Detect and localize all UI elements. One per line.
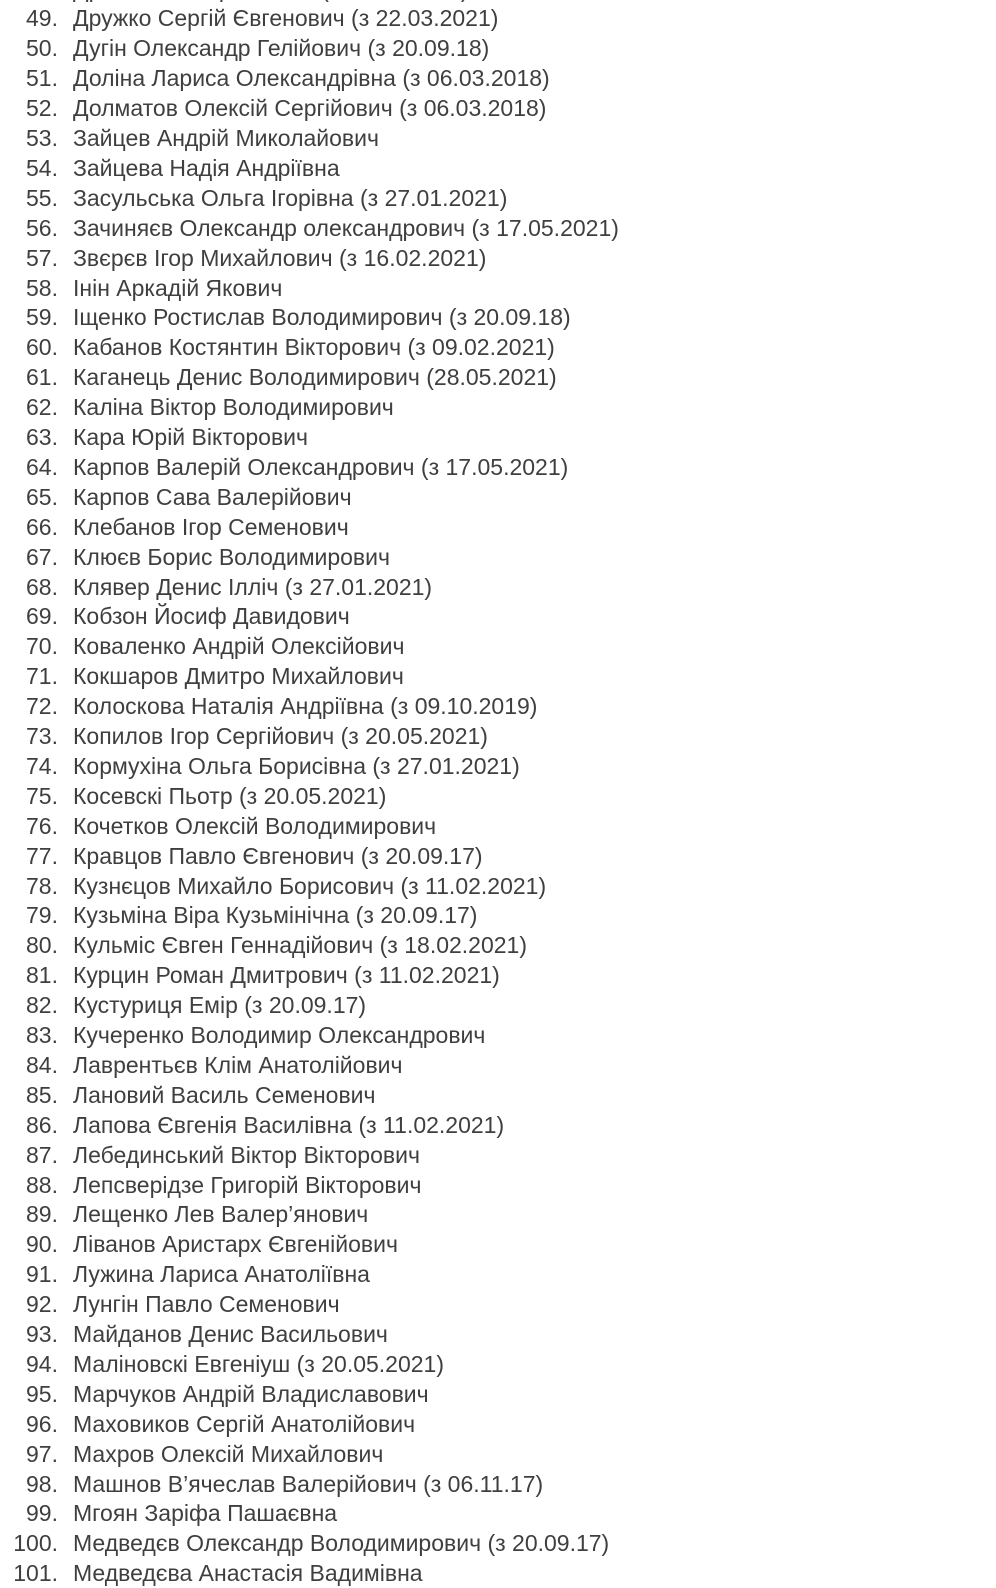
item-name: Кочетков Олексій Володимирович — [73, 812, 437, 839]
item-number: 52. — [26, 95, 58, 122]
list-item — [0, 93, 996, 123]
list-item — [0, 1229, 996, 1259]
list-item — [0, 362, 996, 392]
item-number: 76. — [26, 812, 58, 839]
item-number: 68. — [26, 573, 58, 600]
item-name: Клявер Денис Ілліч (з 27.01.2021) — [73, 573, 433, 600]
item-name: Кузьміна Віра Кузьмінічна (з 20.09.17) — [73, 902, 478, 929]
item-number: 69. — [26, 603, 58, 630]
item-name: Лепсверідзе Григорій Вікторович — [73, 1171, 422, 1198]
list-item — [0, 1379, 996, 1409]
list-item — [0, 841, 996, 871]
item-number: 50. — [26, 35, 58, 62]
item-number: 61. — [26, 364, 58, 391]
item-number: 66. — [26, 513, 58, 540]
item-number: 49. — [26, 5, 58, 32]
item-name: Зайцев Андрій Миколайович — [73, 125, 379, 151]
list-item — [0, 1289, 996, 1319]
item-name: Медведєв Олександр Володимирович (з 20.09.17) — [73, 1530, 610, 1557]
list-item — [0, 213, 996, 243]
list-item — [0, 1439, 996, 1469]
item-name: Коваленко Андрій Олексійович — [73, 633, 405, 660]
list-item — [0, 1080, 996, 1110]
item-number: 75. — [26, 782, 58, 809]
item-number: 99. — [26, 1500, 58, 1527]
item-number: 77. — [26, 842, 58, 869]
item-name: Маліновскі Евгеніуш (з 20.05.2021) — [73, 1350, 445, 1377]
list-item — [0, 542, 996, 572]
item-number: 60. — [26, 334, 58, 361]
item-name: Марчуков Андрій Владиславович — [73, 1380, 429, 1407]
list-item — [0, 1140, 996, 1170]
list-item — [0, 930, 996, 960]
item-number: 94. — [26, 1350, 58, 1377]
item-name: Каліна Віктор Володимирович — [73, 394, 394, 421]
item-number: 57. — [26, 244, 58, 271]
list-item — [0, 691, 996, 721]
item-name: Мгоян Заріфа Пашаєвна — [73, 1500, 338, 1527]
item-name: Доліна Лариса Олександрівна (з 06.03.2018) — [73, 65, 550, 92]
list-item — [0, 1319, 996, 1349]
item-number: 85. — [26, 1081, 58, 1108]
item-name: Копилов Ігор Сергійович (з 20.05.2021) — [73, 723, 488, 749]
item-name: Медведєва Анастасія Вадимівна — [73, 1560, 423, 1587]
item-number: 74. — [26, 752, 58, 779]
item-number: 90. — [26, 1231, 58, 1258]
item-number: 78. — [26, 872, 58, 899]
list-item — [0, 1199, 996, 1229]
item-number: 53. — [26, 125, 58, 151]
list-item — [0, 243, 996, 273]
item-name: Кара Юрій Вікторович — [73, 424, 309, 450]
item-number: 64. — [26, 453, 58, 480]
list-item — [0, 123, 996, 153]
list-item — [0, 1259, 996, 1289]
list-item — [0, 452, 996, 482]
item-number: 96. — [26, 1410, 58, 1437]
item-number: 91. — [26, 1261, 58, 1288]
item-name: Зайцева Надія Андріївна — [73, 154, 340, 181]
list-item — [0, 1170, 996, 1200]
list-item — [0, 273, 996, 303]
item-name: Лановий Василь Семенович — [73, 1081, 376, 1108]
item-name: Інін Аркадій Якович — [73, 274, 283, 301]
item-number: 55. — [26, 184, 58, 211]
item-name: Дугін Олександр Гелійович (з 20.09.18) — [73, 35, 490, 62]
item-name: Звєрєв Ігор Михайлович (з 16.02.2021) — [73, 244, 487, 271]
item-name: Лебединський Віктор Вікторович — [73, 1141, 420, 1168]
list-item — [0, 631, 996, 661]
item-name: Зачиняєв Олександр олександрович (з 17.05.2021) — [73, 214, 619, 241]
item-name: Машнов В’ячеслав Валерійович (з 06.11.17) — [73, 1470, 544, 1497]
item-name: Косевскі Пьотр (з 20.05.2021) — [73, 782, 387, 809]
list-item — [0, 721, 996, 751]
item-number: 73. — [26, 723, 58, 749]
item-name: Клебанов Ігор Семенович — [73, 513, 349, 540]
item-number: 87. — [26, 1141, 58, 1168]
item-name: Каганець Денис Володимирович (28.05.2021) — [73, 364, 557, 391]
list-item — [0, 811, 996, 841]
list-item — [0, 990, 996, 1020]
list-item — [0, 601, 996, 631]
item-number: 56. — [26, 214, 58, 241]
list-item — [0, 422, 996, 452]
item-number: 100. — [13, 1530, 58, 1557]
list-item — [0, 302, 996, 332]
item-name: Карпов Валерій Олександрович (з 17.05.2021) — [73, 453, 569, 480]
list-item — [0, 63, 996, 93]
list-item — [0, 1050, 996, 1080]
list-item — [0, 1110, 996, 1140]
item-number: 92. — [26, 1291, 58, 1318]
list-item — [0, 1409, 996, 1439]
list-item — [0, 1349, 996, 1379]
item-name: Кабанов Костянтин Вікторович (з 09.02.2021) — [73, 334, 555, 361]
list-item — [0, 900, 996, 930]
item-name: Лапова Євгенія Василівна (з 11.02.2021) — [73, 1111, 505, 1138]
item-number: 65. — [26, 483, 58, 510]
item-number: 83. — [26, 1022, 58, 1048]
item-name: Клюєв Борис Володимирович — [73, 543, 390, 570]
item-name: Махров Олексій Михайлович — [73, 1440, 384, 1467]
item-number: 71. — [26, 663, 58, 690]
item-number: 54. — [26, 154, 58, 181]
item-number: 101. — [13, 1560, 58, 1587]
list-item — [0, 33, 996, 63]
item-number: 95. — [26, 1380, 58, 1407]
item-number: 59. — [26, 304, 58, 331]
list-item — [0, 3, 996, 33]
item-number: 58. — [26, 274, 58, 301]
item-name: Кустуриця Емір (з 20.09.17) — [73, 992, 367, 1019]
list-item — [0, 1469, 996, 1499]
item-name: Іщенко Ростислав Володимирович (з 20.09.18) — [73, 304, 571, 331]
item-name: Кокшаров Дмитро Михайлович — [73, 663, 404, 690]
list-item — [0, 332, 996, 362]
item-name: Колоскова Наталія Андріївна (з 09.10.2019) — [73, 693, 538, 720]
item-name: Маховиков Сергій Анатолійович — [73, 1410, 416, 1437]
item-name: Лаврентьєв Клім Анатолійович — [73, 1051, 403, 1078]
list-item — [0, 1528, 996, 1558]
list-item — [0, 183, 996, 213]
item-number: 63. — [26, 424, 58, 450]
list-item — [0, 1498, 996, 1528]
item-name: Кузнєцов Михайло Борисович (з 11.02.2021) — [73, 872, 547, 899]
item-number: 86. — [26, 1111, 58, 1138]
item-number: 62. — [26, 394, 58, 421]
item-number: 70. — [26, 633, 58, 660]
list-item — [0, 960, 996, 990]
item-name: Карпов Сава Валерійович — [73, 483, 352, 510]
item-number: 89. — [26, 1201, 58, 1228]
item-number: 93. — [26, 1321, 58, 1347]
list-item — [0, 482, 996, 512]
list-item — [0, 512, 996, 542]
list-item — [0, 1020, 996, 1050]
item-name: Долматов Олексій Сергійович (з 06.03.2018) — [73, 95, 547, 122]
list-item — [0, 751, 996, 781]
item-number: 80. — [26, 932, 58, 959]
item-number: 72. — [26, 693, 58, 720]
item-number: 51. — [26, 65, 58, 92]
item-number: 98. — [26, 1470, 58, 1497]
item-name: Лунгін Павло Семенович — [73, 1291, 340, 1318]
item-number: 82. — [26, 992, 58, 1019]
item-name: Кобзон Йосиф Давидович — [73, 603, 350, 630]
item-name: Дружко Сергій Євгенович (з 22.03.2021) — [73, 5, 499, 32]
item-name: Лужина Лариса Анатоліївна — [73, 1261, 370, 1288]
list-item — [0, 781, 996, 811]
item-name: Кравцов Павло Євгенович (з 20.09.17) — [73, 842, 483, 869]
item-number: 84. — [26, 1051, 58, 1078]
item-name: Кульміс Євген Геннадійович (з 18.02.2021) — [73, 932, 528, 959]
item-number: 67. — [26, 543, 58, 570]
item-name: Засульська Ольга Ігорівна (з 27.01.2021) — [73, 184, 508, 211]
item-name: Кучеренко Володимир Олександрович — [73, 1022, 486, 1048]
list-item — [0, 153, 996, 183]
item-name: Майданов Денис Васильович — [73, 1321, 388, 1347]
list-item — [0, 661, 996, 691]
list-item — [0, 572, 996, 602]
item-number: 79. — [26, 902, 58, 929]
list-item — [0, 392, 996, 422]
list-item-clipped-bottom — [0, 1558, 996, 1588]
item-name: Курцин Роман Дмитрович (з 11.02.2021) — [73, 962, 500, 989]
item-name: Кормухіна Ольга Борисівна (з 27.01.2021) — [73, 752, 520, 779]
item-name: Ліванов Аристарх Євгенійович — [73, 1231, 398, 1258]
item-number: 81. — [26, 962, 58, 989]
item-number: 88. — [26, 1171, 58, 1198]
list-item — [0, 871, 996, 901]
item-number: 97. — [26, 1440, 58, 1467]
item-name: Лещенко Лев Валер’янович — [73, 1201, 369, 1228]
